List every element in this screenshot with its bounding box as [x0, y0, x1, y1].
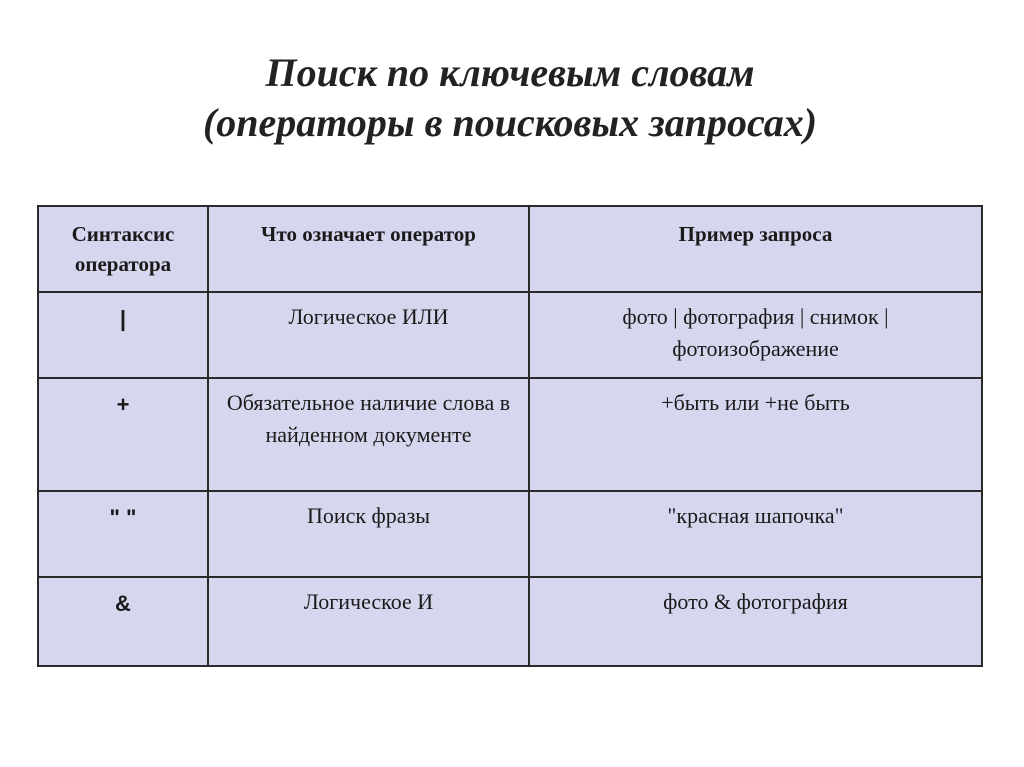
slide-title-line-2: (операторы в поисковых запросах)	[202, 100, 818, 145]
cell-example: фото & фотография	[529, 577, 982, 666]
cell-meaning: Обязательное наличие слова в найденном документе	[208, 378, 529, 491]
table-row	[38, 292, 982, 378]
cell-example: фото | фотография | снимок | фотоизображение	[529, 292, 982, 378]
header-meaning: Что означает оператор	[208, 206, 529, 292]
slide-title	[60, 48, 960, 148]
header-example: Пример запроса	[529, 206, 982, 292]
operators-table	[37, 205, 983, 667]
table-row	[38, 577, 982, 666]
cell-example: "красная шапочка"	[529, 491, 982, 577]
slide-title-line-1: Поиск по ключевым словам	[265, 50, 755, 95]
cell-meaning: Логическое ИЛИ	[208, 292, 529, 378]
cell-example: +быть или +не быть	[529, 378, 982, 491]
header-syntax: Синтаксис оператора	[38, 206, 208, 292]
cell-syntax: +	[38, 378, 208, 491]
table-row	[38, 491, 982, 577]
cell-meaning: Поиск фразы	[208, 491, 529, 577]
table-header-row	[38, 206, 982, 292]
cell-syntax: &	[38, 577, 208, 666]
cell-syntax: |	[38, 292, 208, 378]
cell-meaning: Логическое И	[208, 577, 529, 666]
cell-syntax: " "	[38, 491, 208, 577]
table-row	[38, 378, 982, 491]
